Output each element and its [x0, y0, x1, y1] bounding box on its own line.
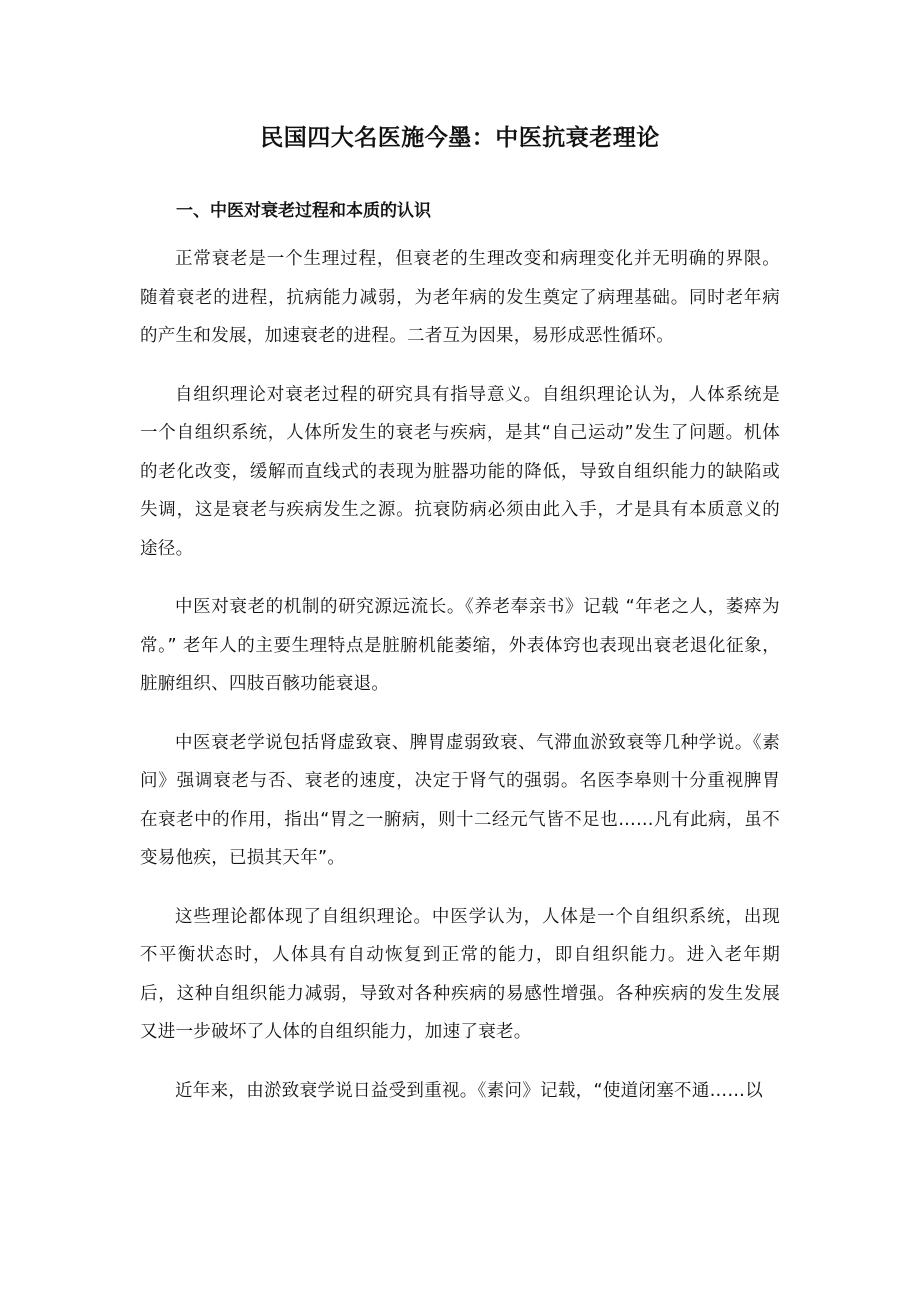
- paragraph: 正常衰老是一个生理过程，但衰老的生理改变和病理变化并无明确的界限。随着衰老的进程，抗病能力减弱，为老年病的发生奠定了病理基础。同时老年病的产生和发展，加速衰老的进程。二者互为因果，易形成恶性循环。: [140, 249, 780, 346]
- paragraph: 中医衰老学说包括肾虚致衰、脾胃虚弱致衰、气滞血淤致衰等几种学说。《素问》强调衰老与否、衰老的速度，决定于肾气的强弱。名医李皋则十分重视脾胃在衰老中的作用，指出“胃之一腑病，则十二经元气皆不足也……凡有此病，虽不变易他疾，已损其天年”。: [140, 732, 780, 868]
- paragraph: 中医对衰老的机制的研究源远流长。《养老奉亲书》记载 “年老之人，萎瘁为常。” 老年人的主要生理特点是脏腑机能萎缩，外表体窍也表现出衰老退化征象，脏腑组织、四肢百骸功能衰退。: [140, 597, 780, 694]
- paragraph: 自组织理论对衰老过程的研究具有指导意义。自组织理论认为，人体系统是一个自组织系统，人体所发生的衰老与疾病，是其“自己运动”发生了问题。机体的老化改变，缓解而直线式的表现为脏器功能的降低，导致自组织能力的缺陷或失调，这是衰老与疾病发生之源。抗衰防病必须由此入手，才是具有本质意义的途径。: [140, 384, 780, 559]
- section-heading: 一、中医对衰老过程和本质的认识: [176, 201, 431, 221]
- paragraph: 近年来，由淤致衰学说日益受到重视。《素问》记载，“使道闭塞不通……以: [175, 1080, 764, 1101]
- body-text: [140, 240, 780, 1130]
- document-title: 民国四大名医施今墨：中医抗衰老理论: [260, 125, 660, 151]
- paragraph: 这些理论都体现了自组织理论。中医学认为，人体是一个自组织系统，出现不平衡状态时，人体具有自动恢复到正常的能力，即自组织能力。进入老年期后，这种自组织能力减弱，导致对各种疾病的易感性增强。各种疾病的发生发展又进一步破坏了人体的自组织能力，加速了衰老。: [140, 906, 780, 1042]
